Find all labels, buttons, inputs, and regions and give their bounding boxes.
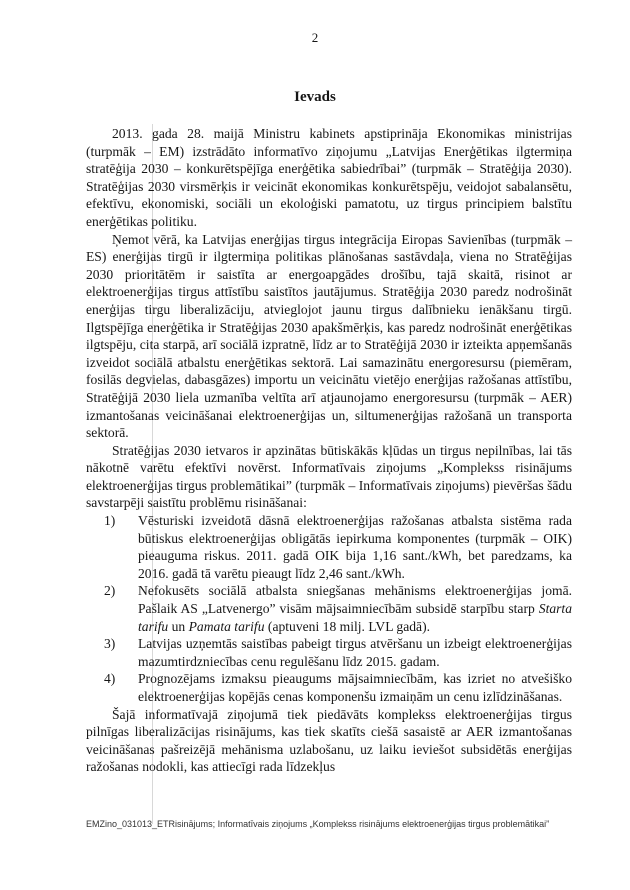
list-item-text-part: Nefokusēts sociālā atbalsta sniegšanas mehānisms elektroenerģijas jomā. Pašlaik AS „Latvenergo” visām mājsaimniecībām subsidē starpību starp Starta tarifu un Pamata tarifu (aptuveni 18 milj. LVL gadā). xyxy=(138,583,572,634)
list-item-text: Vēsturiski izveidotā dāsnā elektroenerģijas ražošanas atbalsta sistēma rada būtiskus elektroenerģijas obligātās iepirkuma komponentes (turpmāk – OIK) pieauguma riskus. 2011. gadā OIK bija 1,16 sant./kWh, bet paredzams, ka 2016. gadā tā varētu pieaugt līdz 2,46 sant./kWh. xyxy=(138,513,572,581)
document-body xyxy=(86,125,572,776)
paragraph-2: Ņemot vērā, ka Latvijas enerģijas tirgus integrācija Eiropas Savienības (turpmāk – ES) enerģijas tirgū ir ilgtermiņa politikas plānošanas sastāvdaļa, viena no Stratēģijas 2030 prioritātēm ir saistīta ar energoapgādes drošību, tajā skaitā, risinot ar elektroenerģijas tirgus attīstību saistītos jautājumus. Stratēģija 2030 paredz nodrošināt enerģijas tirgu liberalizāciju, atvieglojot jaunu tirgus dalībnieku ienākšanu tirgū. Ilgtspējīga enerģētika ir Stratēģijas 2030 apakšmērķis, kas paredz nodrošināt enerģētikas ilgtspēju, cita starpā, arī sociālā izpratnē, līdz ar to Stratēģijā 2030 ir izteikta apņemšanās izveidot sociālā atbalstu enerģētikas sektorā. Lai samazinātu energoresursu (piemēram, fosilās degvielas, dabasgāzes) importu un veicinātu vietējo enerģijas ražošanas attīstību, Stratēģijā 2030 liela uzmanība veltīta arī atjaunojamo energoresursu (turpmāk – AER) izmantošanas veicināšanai elektroenerģijas un, siltumenerģijas ražošanā un transporta sektorā. xyxy=(86,231,572,441)
section-title: Ievads xyxy=(294,89,336,105)
list-item-text: Prognozējams izmaksu pieaugums mājsaimniecībām, kas izriet no atvešiško elektroenerģijas kopējās cenas komponenšu izmaiņām un cenu izlīdzināšanas. xyxy=(138,671,572,704)
list-item-number: 2) xyxy=(104,583,116,599)
page-number: 2 xyxy=(311,30,319,45)
paragraph-3: Stratēģijas 2030 ietvaros ir apzinātas būtiskākās kļūdas un tirgus nepilnības, lai tās nākotnē varētu efektīvi novērst. Informatīvais ziņojums „Komplekss risinājums elektroenerģijas tirgus problemātikai” (turpmāk – Informatīvais ziņojums) pievēršas šādu savstarpēji saistītu problēmu risināšanai: xyxy=(86,442,572,511)
list-item xyxy=(86,512,572,582)
list-item-number: 4) xyxy=(104,671,116,687)
paragraph-1: 2013. gada 28. maijā Ministru kabinets apstiprināja Ekonomikas ministrijas (turpmāk – EM) izstrādāto informatīvo ziņojumu „Latvijas Enerģētikas ilgtermiņa stratēģija 2030 – konkurētspējīga enerģētika sabiedrībai” (turpmāk – Stratēģija 2030). Stratēģijas 2030 virsmērķis ir veicināt ekonomikas konkurētspēju, veidojot sabalansētu, efektīvu, ekonomiski, sociāli un ekoloģiski pamatotu, uz tirgus principiem balstītu enerģētikas politiku. xyxy=(86,126,572,229)
list-item xyxy=(86,635,572,670)
footer-reference: EMZino_031013_ETRisinājums; Informatīvais ziņojums „Komplekss risinājums elektroenerģijas tirgus problemātikai” xyxy=(86,819,550,829)
list-item-number: 3) xyxy=(104,636,116,652)
list-item-text xyxy=(138,582,572,635)
closing-paragraph: Šajā informatīvajā ziņojumā tiek piedāvāts komplekss elektroenerģijas tirgus pilnīgas liberalizācijas risinājums, kas tiek skatīts ciešā sasaistē ar AER izmantošanas veicināšanas pašreizējā mehānisma uzlabošanu, uz laiku ieviešot subsidētās enerģijas ražošanas nodokli, kas attiecīgi rada līdzekļus xyxy=(86,706,572,775)
list-item xyxy=(86,670,572,705)
problem-list xyxy=(86,512,572,706)
list-item-number: 1) xyxy=(104,513,116,529)
list-item-text: Latvijas uzņemtās saistības pabeigt tirgus atvēršanu un izbeigt elektroenerģijas mazumtirdzniecības cenu regulēšanu līdz 2015. gadam. xyxy=(138,636,572,669)
list-item xyxy=(86,582,572,635)
